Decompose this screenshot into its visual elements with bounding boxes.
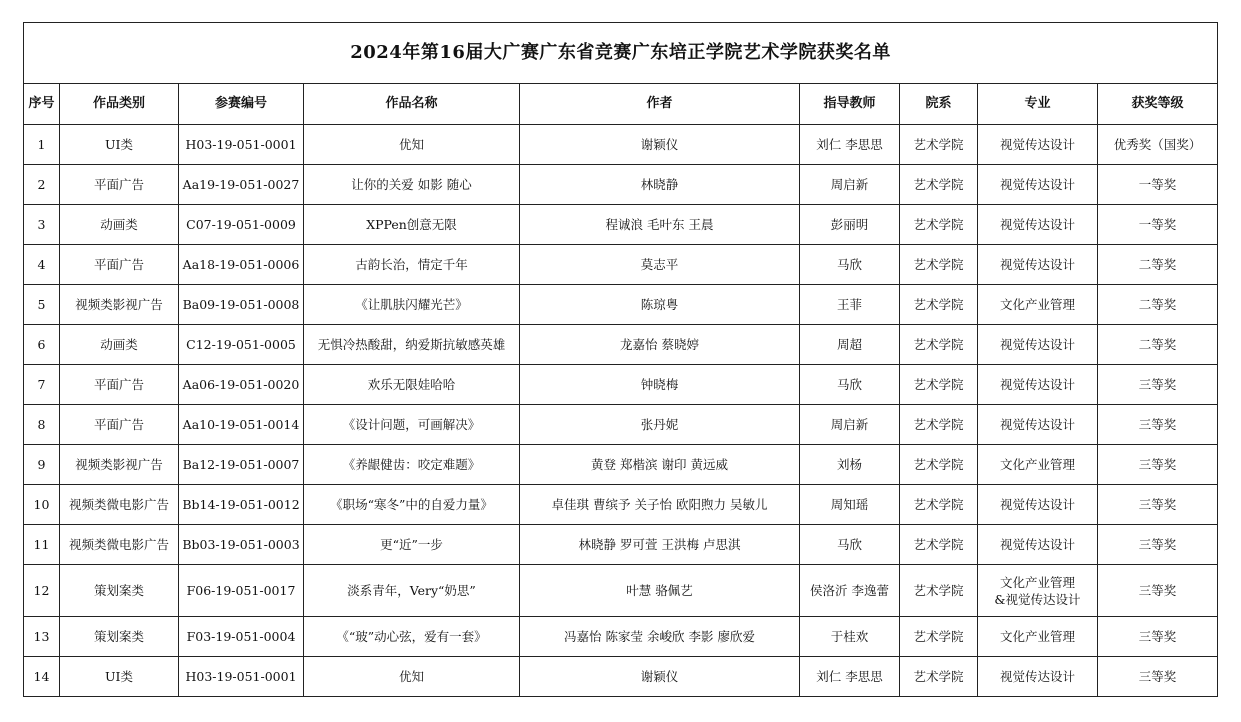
page-title: 2024年第16届大广赛广东省竞赛广东培正学院艺术学院获奖名单 (24, 23, 1218, 84)
cell-advisor: 马欣 (800, 245, 900, 285)
cell-code: F06-19-051-0017 (179, 565, 304, 617)
cell-authors: 莫志平 (520, 245, 800, 285)
cell-category: 视频类微电影广告 (60, 485, 179, 525)
cell-award: 三等奖 (1098, 657, 1218, 697)
table-row (24, 245, 1218, 285)
cell-category: 平面广告 (60, 165, 179, 205)
cell-advisor: 周启新 (800, 405, 900, 445)
header-row (24, 84, 1218, 125)
cell-award: 三等奖 (1098, 525, 1218, 565)
cell-authors: 钟晓梅 (520, 365, 800, 405)
cell-code: C07-19-051-0009 (179, 205, 304, 245)
cell-award: 一等奖 (1098, 165, 1218, 205)
cell-dept: 艺术学院 (900, 485, 978, 525)
cell-authors: 陈琼粤 (520, 285, 800, 325)
cell-dept: 艺术学院 (900, 165, 978, 205)
cell-major: 文化产业管理 (978, 617, 1098, 657)
cell-category: 动画类 (60, 325, 179, 365)
cell-code: Aa18-19-051-0006 (179, 245, 304, 285)
cell-code: Ba09-19-051-0008 (179, 285, 304, 325)
cell-no: 13 (24, 617, 60, 657)
header-code: 参赛编号 (179, 84, 304, 125)
cell-category: 动画类 (60, 205, 179, 245)
cell-award: 二等奖 (1098, 325, 1218, 365)
cell-category: 平面广告 (60, 365, 179, 405)
cell-work: 古韵长治，情定千年 (304, 245, 520, 285)
cell-authors: 谢颖仪 (520, 125, 800, 165)
cell-major: 视觉传达设计 (978, 325, 1098, 365)
cell-work: 无惧冷热酸甜，纳爱斯抗敏感英雄 (304, 325, 520, 365)
cell-work: XPPen创意无限 (304, 205, 520, 245)
cell-category: 平面广告 (60, 245, 179, 285)
cell-dept: 艺术学院 (900, 245, 978, 285)
cell-work: 《设计问题，可画解决》 (304, 405, 520, 445)
cell-authors: 林晓静 (520, 165, 800, 205)
cell-award: 三等奖 (1098, 365, 1218, 405)
cell-category: 平面广告 (60, 405, 179, 445)
cell-category: 视频类影视广告 (60, 445, 179, 485)
cell-authors: 叶慧 骆佩艺 (520, 565, 800, 617)
cell-advisor: 周超 (800, 325, 900, 365)
table-row (24, 125, 1218, 165)
cell-award: 三等奖 (1098, 617, 1218, 657)
header-category: 作品类别 (60, 84, 179, 125)
cell-authors: 冯嘉怡 陈家莹 余峻欣 李影 廖欣爱 (520, 617, 800, 657)
table-row (24, 565, 1218, 617)
cell-dept: 艺术学院 (900, 525, 978, 565)
header-dept: 院系 (900, 84, 978, 125)
header-advisor: 指导教师 (800, 84, 900, 125)
cell-major: 视觉传达设计 (978, 525, 1098, 565)
table-row (24, 657, 1218, 697)
cell-authors: 卓佳琪 曹缤予 关子怡 欧阳煦力 吴敏儿 (520, 485, 800, 525)
cell-category: 策划案类 (60, 565, 179, 617)
title-row (24, 23, 1218, 84)
cell-advisor: 刘仁 李思思 (800, 657, 900, 697)
cell-major-line: &视觉传达设计 (994, 591, 1081, 607)
cell-code: F03-19-051-0004 (179, 617, 304, 657)
header-no: 序号 (24, 84, 60, 125)
table-row (24, 365, 1218, 405)
cell-award: 三等奖 (1098, 485, 1218, 525)
cell-advisor: 马欣 (800, 365, 900, 405)
header-award: 获奖等级 (1098, 84, 1218, 125)
cell-advisor: 侯洛沂 李逸蕾 (800, 565, 900, 617)
cell-major: 视觉传达设计 (978, 245, 1098, 285)
cell-work: 《让肌肤闪耀光芒》 (304, 285, 520, 325)
cell-advisor: 刘仁 李思思 (800, 125, 900, 165)
cell-no: 5 (24, 285, 60, 325)
header-authors: 作者 (520, 84, 800, 125)
cell-category: UI类 (60, 657, 179, 697)
cell-dept: 艺术学院 (900, 657, 978, 697)
cell-advisor: 彭丽明 (800, 205, 900, 245)
cell-dept: 艺术学院 (900, 617, 978, 657)
cell-advisor: 刘杨 (800, 445, 900, 485)
header-major: 专业 (978, 84, 1098, 125)
cell-dept: 艺术学院 (900, 405, 978, 445)
cell-work: 欢乐无限娃哈哈 (304, 365, 520, 405)
cell-no: 2 (24, 165, 60, 205)
cell-award: 三等奖 (1098, 405, 1218, 445)
cell-category: 视频类微电影广告 (60, 525, 179, 565)
cell-code: Aa06-19-051-0020 (179, 365, 304, 405)
cell-advisor: 周启新 (800, 165, 900, 205)
cell-award: 二等奖 (1098, 285, 1218, 325)
cell-code: C12-19-051-0005 (179, 325, 304, 365)
table-row (24, 617, 1218, 657)
cell-major: 视觉传达设计 (978, 365, 1098, 405)
cell-work: 淡系青年，Very“奶思” (304, 565, 520, 617)
cell-authors: 谢颖仪 (520, 657, 800, 697)
table-row (24, 205, 1218, 245)
award-list-table (23, 22, 1218, 697)
cell-code: H03-19-051-0001 (179, 125, 304, 165)
cell-no: 10 (24, 485, 60, 525)
cell-award: 二等奖 (1098, 245, 1218, 285)
cell-major: 视觉传达设计 (978, 405, 1098, 445)
cell-code: H03-19-051-0001 (179, 657, 304, 697)
table-row (24, 165, 1218, 205)
table-row (24, 445, 1218, 485)
cell-advisor: 周知瑶 (800, 485, 900, 525)
cell-no: 1 (24, 125, 60, 165)
cell-dept: 艺术学院 (900, 365, 978, 405)
cell-no: 7 (24, 365, 60, 405)
cell-code: Bb14-19-051-0012 (179, 485, 304, 525)
cell-work: 《“玻”动心弦，爱有一套》 (304, 617, 520, 657)
table-row (24, 525, 1218, 565)
cell-major: 视觉传达设计 (978, 485, 1098, 525)
cell-award: 三等奖 (1098, 565, 1218, 617)
cell-advisor: 于桂欢 (800, 617, 900, 657)
cell-no: 3 (24, 205, 60, 245)
cell-dept: 艺术学院 (900, 125, 978, 165)
cell-dept: 艺术学院 (900, 445, 978, 485)
cell-award: 优秀奖（国奖） (1098, 125, 1218, 165)
cell-major: 视觉传达设计 (978, 205, 1098, 245)
cell-no: 12 (24, 565, 60, 617)
cell-work: 让你的关爱 如影 随心 (304, 165, 520, 205)
cell-code: Aa19-19-051-0027 (179, 165, 304, 205)
cell-dept: 艺术学院 (900, 205, 978, 245)
cell-no: 14 (24, 657, 60, 697)
cell-major-line: 文化产业管理 (999, 574, 1075, 590)
cell-work: 优知 (304, 125, 520, 165)
table-row (24, 405, 1218, 445)
cell-authors: 张丹妮 (520, 405, 800, 445)
cell-work: 《职场“寒冬”中的自爱力量》 (304, 485, 520, 525)
cell-no: 9 (24, 445, 60, 485)
table-row (24, 485, 1218, 525)
cell-major: 视觉传达设计 (978, 165, 1098, 205)
cell-dept: 艺术学院 (900, 285, 978, 325)
cell-no: 6 (24, 325, 60, 365)
header-work: 作品名称 (304, 84, 520, 125)
cell-major: 文化产业管理 (978, 445, 1098, 485)
cell-major: 文化产业管理 (978, 285, 1098, 325)
cell-authors: 黄登 郑楷滨 谢印 黄远威 (520, 445, 800, 485)
cell-no: 11 (24, 525, 60, 565)
cell-work: 更“近”一步 (304, 525, 520, 565)
cell-code: Aa10-19-051-0014 (179, 405, 304, 445)
cell-dept: 艺术学院 (900, 565, 978, 617)
cell-advisor: 马欣 (800, 525, 900, 565)
cell-authors: 程诚浪 毛叶东 王晨 (520, 205, 800, 245)
cell-code: Ba12-19-051-0007 (179, 445, 304, 485)
cell-award: 一等奖 (1098, 205, 1218, 245)
cell-award: 三等奖 (1098, 445, 1218, 485)
cell-work: 优知 (304, 657, 520, 697)
cell-dept: 艺术学院 (900, 325, 978, 365)
cell-major: 视觉传达设计 (978, 657, 1098, 697)
cell-authors: 龙嘉怡 蔡晓婷 (520, 325, 800, 365)
cell-authors: 林晓静 罗可萱 王洪梅 卢思淇 (520, 525, 800, 565)
cell-major: 视觉传达设计 (978, 125, 1098, 165)
cell-code: Bb03-19-051-0003 (179, 525, 304, 565)
cell-no: 4 (24, 245, 60, 285)
cell-category: 视频类影视广告 (60, 285, 179, 325)
cell-major (978, 565, 1098, 617)
cell-no: 8 (24, 405, 60, 445)
cell-work: 《养龈健齿：咬定难题》 (304, 445, 520, 485)
cell-advisor: 王菲 (800, 285, 900, 325)
table-row (24, 285, 1218, 325)
cell-category: UI类 (60, 125, 179, 165)
cell-category: 策划案类 (60, 617, 179, 657)
table-row (24, 325, 1218, 365)
